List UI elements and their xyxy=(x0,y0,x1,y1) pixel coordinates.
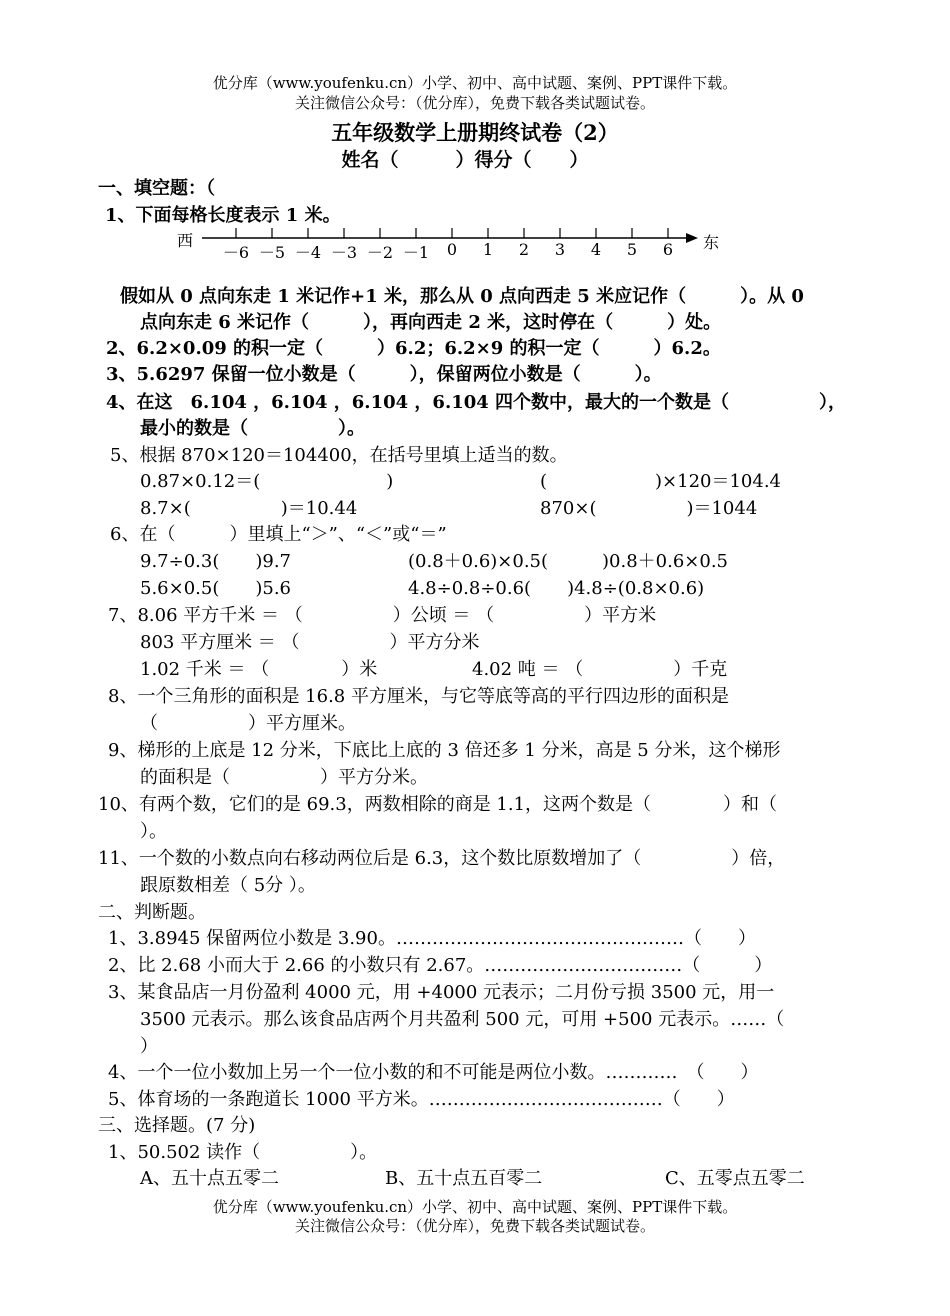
q7-item-b: 803 平方厘米 ＝ （ ）平方分米 xyxy=(140,632,480,653)
judge-3-line-1: 3、某食品店一月份盈利 4000 元，用 +4000 元表示；二月份亏损 3500 元，用一 xyxy=(108,982,775,1003)
number-line-tick-label: －2 xyxy=(366,243,394,262)
q5-item-d: 870×( )＝1044 xyxy=(540,498,758,519)
number-line-tick-label: 4 xyxy=(590,240,602,259)
q3-text: 3、5.6297 保留一位小数是（ ），保留两位小数是（ ）。 xyxy=(106,364,662,385)
west-label: 西 xyxy=(177,231,194,250)
q9-text-1: 9、梯形的上底是 12 分米，下底比上底的 3 倍还多 1 分米，高是 5 分米，这个梯形 xyxy=(108,740,781,761)
q6-item-b: (0.8＋0.6)×0.5( )0.8＋0.6×0.5 xyxy=(408,551,729,572)
header-line-1: 优分库（www.youfenku.cn）小学、初中、高中试题、案例、PPT课件下载。 xyxy=(212,74,738,92)
footer-line-2: 关注微信公众号：（优分库），免费下载各类试题试卷。 xyxy=(294,1217,655,1235)
number-line-tick-label: －4 xyxy=(294,243,322,262)
number-line-tick-label: 1 xyxy=(482,240,494,259)
number-line-tick-label: 0 xyxy=(446,240,458,259)
q4-text-1: 4、在这 6.104 ，6.104 ，6.104 ，6.104 四个数中，最大的一个数是（ ）， xyxy=(106,392,847,413)
choice-1-option-b: B、五十点五百零二 xyxy=(385,1168,543,1189)
choice-1: 1、50.502 读作（ ）。 xyxy=(108,1142,378,1163)
section-2-heading: 二、判断题。 xyxy=(98,902,206,923)
number-line-tick-label: －6 xyxy=(222,243,250,262)
section-3-heading: 三、选择题。(7 分) xyxy=(98,1115,256,1136)
q7-item-c: 1.02 千米 ＝ （ ）米 xyxy=(140,659,378,680)
choice-1-option-c: C、五零点五零二 xyxy=(665,1168,805,1189)
q11-text-2: 跟原数相差（ 5分 ）。 xyxy=(140,875,316,896)
name-score-line: 姓名（ ）得分（ ） xyxy=(341,149,589,171)
q7-text: 7、8.06 平方千米 ＝ （ ）公顷 ＝ （ ）平方米 xyxy=(108,605,657,626)
judge-4: 4、一个一位小数加上另一个一位小数的和不可能是两位小数。………… （ ） xyxy=(108,1062,759,1083)
q2-text: 2、6.2×0.09 的积一定（ ）6.2；6.2×9 的积一定（ ）6.2。 xyxy=(106,338,721,359)
q10-text-1: 10、有两个数，它们的是 69.3，两数相除的商是 1.1，这两个数是（ ）和（ xyxy=(98,794,778,815)
judge-2: 2、比 2.68 小而大于 2.66 的小数只有 2.67。……………………………（ ） xyxy=(108,955,773,976)
number-line-tick-label: 2 xyxy=(518,240,530,259)
judge-5: 5、体育场的一条跑道长 1000 平方米。…………………………………（ ） xyxy=(108,1089,735,1110)
judge-3-line-2: 3500 元表示。那么该食品店两个月共盈利 500 元，可用 +500 元表示。……（ xyxy=(140,1009,785,1030)
q5-text: 5、根据 870×120＝104400，在括号里填上适当的数。 xyxy=(110,445,568,466)
q7-item-d: 4.02 吨 ＝ （ ）千克 xyxy=(472,659,728,680)
q10-text-2: ）。 xyxy=(140,821,167,842)
number-line-tick-label: 6 xyxy=(662,240,674,259)
judge-1: 1、3.8945 保留两位小数是 3.90。…………………………………………（ ） xyxy=(108,928,756,949)
q9-text-2: 的面积是（ ）平方分米。 xyxy=(140,767,428,788)
q11-text-1: 11、一个数的小数点向右移动两位后是 6.3，这个数比原数增加了（ ）倍， xyxy=(98,848,786,869)
number-line-tick-label: 3 xyxy=(554,240,566,259)
q1-heading: 1、下面每格长度表示 1 米。 xyxy=(105,205,341,226)
q6-item-a: 9.7÷0.3( )9.7 xyxy=(140,551,292,572)
header-line-2: 关注微信公众号：（优分库），免费下载各类试题试卷。 xyxy=(294,94,655,112)
q6-item-c: 5.6×0.5( )5.6 xyxy=(140,578,292,599)
judge-3-line-3: ） xyxy=(140,1036,158,1057)
q5-item-a: 0.87×0.12＝( ) xyxy=(140,471,394,492)
page-title: 五年级数学上册期终试卷（2） xyxy=(331,120,619,145)
choice-1-option-a: A、五十点五零二 xyxy=(140,1168,279,1189)
q5-item-b: ( )×120＝104.4 xyxy=(540,471,782,492)
footer-line-1: 优分库（www.youfenku.cn）小学、初中、高中试题、案例、PPT课件下载。 xyxy=(212,1198,738,1216)
number-line-tick-label: 5 xyxy=(626,240,638,259)
q8-text-2: （ ）平方厘米。 xyxy=(140,713,356,734)
east-label: 东 xyxy=(703,233,720,252)
q1-text-2: 点向东走 6 米记作（ ），再向西走 2 米，这时停在（ ）处。 xyxy=(140,312,722,333)
section-1-heading: 一、填空题：（ xyxy=(98,178,215,199)
q8-text-1: 8、一个三角形的面积是 16.8 平方厘米，与它等底等高的平行四边形的面积是 xyxy=(108,686,729,707)
q1-text-1: 假如从 0 点向东走 1 米记作+1 米，那么从 0 点向西走 5 米应记作（ ）。从 0 xyxy=(120,286,804,307)
q4-text-2: 最小的数是（ ）。 xyxy=(140,418,365,439)
number-line-ticks xyxy=(236,228,668,238)
number-line-tick-label: －3 xyxy=(330,243,358,262)
q6-item-d: 4.8÷0.8÷0.6( )4.8÷(0.8×0.6) xyxy=(408,578,705,599)
number-line-tick-label: －1 xyxy=(402,243,430,262)
q6-text: 6、在（ ）里填上“＞”、“＜”或“＝” xyxy=(110,524,447,545)
q5-item-c: 8.7×( )＝10.44 xyxy=(140,498,358,519)
number-line-tick-label: －5 xyxy=(258,243,286,262)
